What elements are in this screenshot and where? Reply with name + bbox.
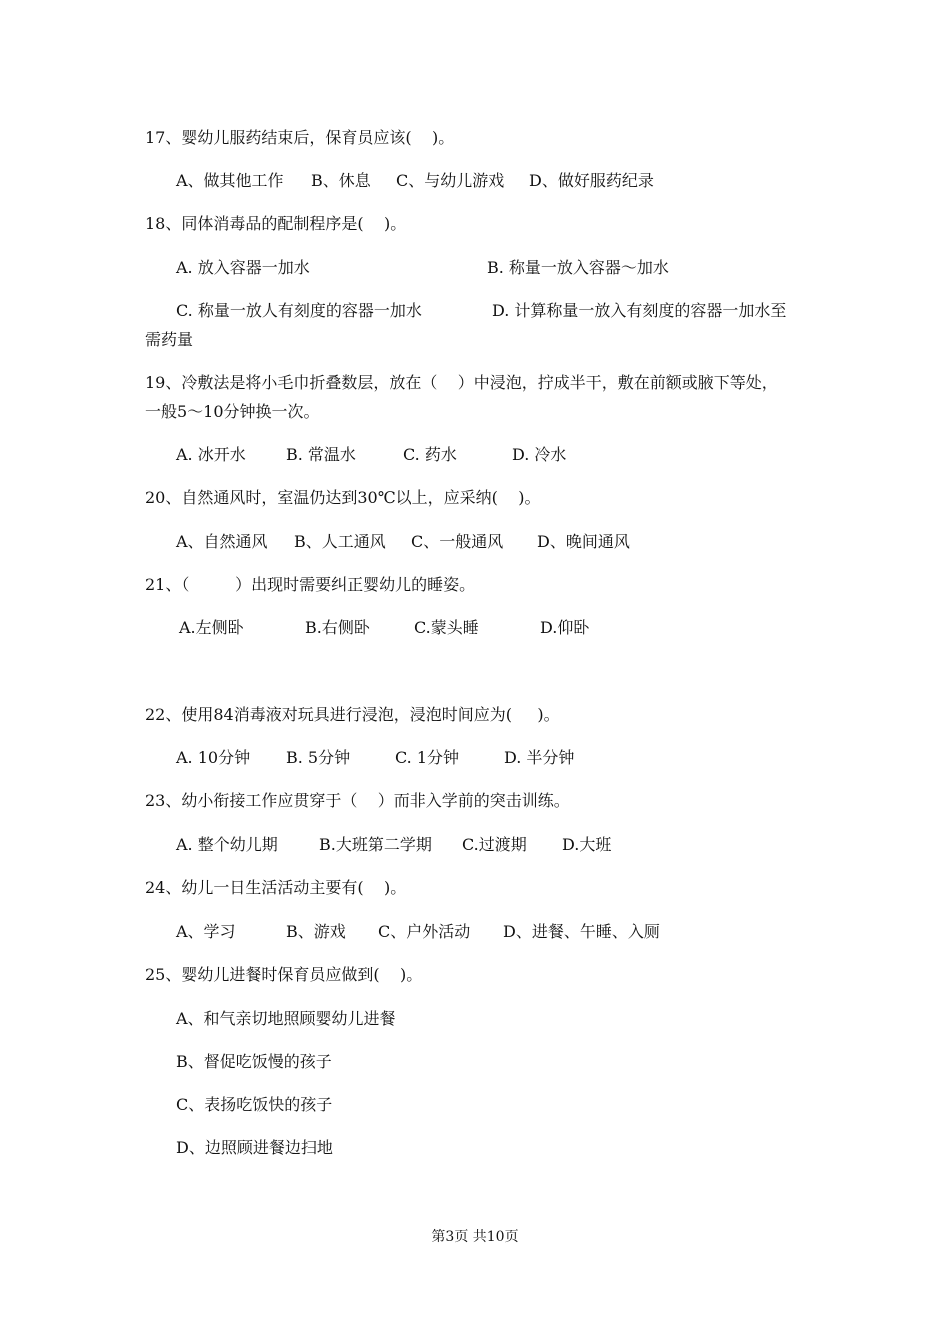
- option-c: C.蒙头睡: [414, 618, 479, 637]
- option-a: A. 放入容器一加水: [176, 258, 310, 277]
- option-b: B、督促吃饭慢的孩子: [176, 1052, 332, 1071]
- option-c: C、一般通风: [411, 532, 504, 551]
- option-b: B.大班第二学期: [319, 835, 432, 854]
- question-18-options-row2: [0, 301, 950, 321]
- option-a: A、做其他工作: [176, 171, 284, 190]
- option-d: D.大班: [562, 835, 612, 854]
- option-a: A. 整个幼儿期: [176, 835, 278, 854]
- question-23-options: [0, 835, 950, 855]
- question-24-stem: 24、幼儿一日生活活动主要有( )。: [145, 878, 407, 897]
- option-d: D、晚间通风: [537, 532, 630, 551]
- question-20-stem: 20、自然通风时，室温仍达到30℃以上，应采纳( )。: [145, 488, 541, 507]
- option-a: A、学习: [176, 922, 236, 941]
- option-c: C. 1分钟: [395, 748, 460, 767]
- question-21-stem: 21、（ ）出现时需要纠正婴幼儿的睡姿。: [145, 575, 476, 594]
- option-d: D. 冷水: [512, 445, 567, 464]
- question-22-stem: 22、使用84消毒液对玩具进行浸泡，浸泡时间应为( )。: [145, 705, 560, 724]
- option-b: B.右侧卧: [305, 618, 370, 637]
- question-18-options-row1: [0, 258, 950, 278]
- option-a: A.左侧卧: [179, 618, 244, 637]
- question-25-stem: 25、婴幼儿进餐时保育员应做到( )。: [145, 965, 423, 984]
- option-b: B、人工通风: [294, 532, 386, 551]
- option-b: B. 常温水: [286, 445, 356, 464]
- option-c: C.过渡期: [462, 835, 527, 854]
- option-c: C、户外活动: [378, 922, 471, 941]
- question-19-stem: 19、冷敷法是将小毛巾折叠数层，放在（ ）中浸泡，拧成半干，敷在前额或腋下等处，: [145, 373, 778, 392]
- question-21-options: [0, 618, 950, 638]
- option-b: B. 5分钟: [286, 748, 351, 767]
- option-d: D、做好服药纪录: [529, 171, 654, 190]
- option-b: B、休息: [311, 171, 371, 190]
- question-17-options: [0, 171, 950, 191]
- option-a: A、和气亲切地照顾婴幼儿进餐: [176, 1009, 396, 1028]
- option-c: C、表扬吃饭快的孩子: [176, 1095, 333, 1114]
- question-18-stem: 18、同体消毒品的配制程序是( )。: [145, 214, 407, 233]
- option-d: D、边照顾进餐边扫地: [176, 1138, 333, 1157]
- option-a: A. 冰开水: [176, 445, 246, 464]
- option-d: D. 半分钟: [504, 748, 575, 767]
- question-19-options: [0, 445, 950, 465]
- question-20-options: [0, 532, 950, 552]
- option-a: A、自然通风: [176, 532, 268, 551]
- option-c: C. 称量一放人有刻度的容器一加水: [176, 301, 422, 320]
- option-d: D.仰卧: [540, 618, 590, 637]
- option-b: B、游戏: [286, 922, 346, 941]
- option-c: C. 药水: [403, 445, 457, 464]
- question-23-stem: 23、幼小衔接工作应贯穿于（ ）而非入学前的突击训练。: [145, 791, 570, 810]
- question-18-option-d-wrap: 需药量: [145, 330, 194, 349]
- question-19-stem-wrap: 一般5～10分钟换一次。: [145, 402, 320, 421]
- option-d: D. 计算称量一放入有刻度的容器一加水至: [492, 301, 787, 320]
- question-24-options: [0, 922, 950, 942]
- page-number-footer: 第3页 共10页: [431, 1229, 519, 1245]
- question-22-options: [0, 748, 950, 768]
- question-17-stem: 17、婴幼儿服药结束后，保育员应该( )。: [145, 128, 455, 147]
- option-d: D、进餐、午睡、入厕: [503, 922, 660, 941]
- option-a: A. 10分钟: [176, 748, 251, 767]
- option-c: C、与幼儿游戏: [396, 171, 505, 190]
- option-b: B. 称量一放入容器～加水: [487, 258, 669, 277]
